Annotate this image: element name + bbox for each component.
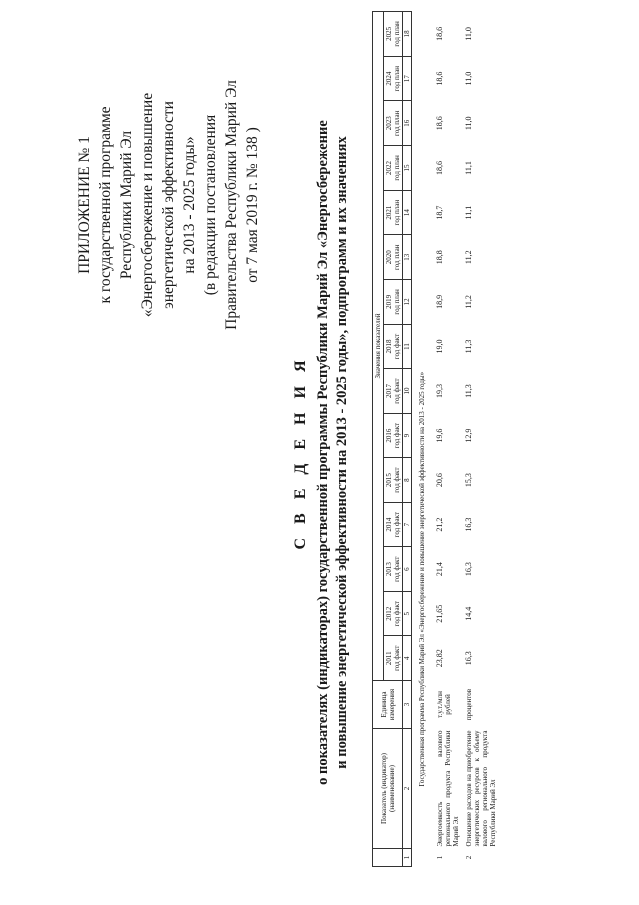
header-indicator: Показатель (индикатор) (наименование) [373,729,403,849]
value-cell: 14,4 [464,606,473,621]
year-kind: год план [393,199,401,226]
column-number: 14 [403,190,412,235]
appendix-line: (в редакции постановления [202,114,219,296]
row-number: 1 [436,855,444,860]
column-number: 16 [403,101,412,146]
value-cell: 21,65 [435,604,444,623]
year-kind: год план [393,21,401,47]
year-header-cell [384,413,403,458]
column-number: 5 [403,591,412,636]
indicator-unit: т.у.т./млн рублей [436,691,452,718]
value-cell: 20,6 [435,473,444,488]
year-header-cell [384,324,403,369]
value-cell: 11,2 [464,250,473,265]
header-unit: Единица измерения [373,681,403,729]
row-number: 2 [465,855,473,860]
year-kind: год факт [393,378,401,404]
year-header-cell [384,547,403,592]
column-number: 7 [403,502,412,547]
year-label: 2011 [385,651,393,666]
indicators-table [372,11,498,867]
year-label: 2025 [385,26,393,41]
year-header-cell [384,636,403,681]
table-row [432,12,461,867]
year-kind: год план [393,65,401,92]
year-kind: год факт [393,467,401,493]
column-number: 13 [403,235,412,280]
year-kind: год факт [393,601,401,627]
year-label: 2018 [385,339,393,354]
year-label: 2020 [385,250,393,265]
year-kind: год факт [393,333,401,360]
appendix-line: «Энергосбережение и повышение [139,92,156,318]
value-cell: 19,0 [435,339,444,354]
year-label: 2021 [385,205,393,220]
column-number: 10 [403,369,412,414]
year-label: 2012 [385,606,393,621]
column-number-row [403,12,412,867]
year-kind: год факт [393,422,401,449]
value-cell: 15,3 [464,473,473,488]
value-cell: 16,3 [464,517,473,532]
value-cell: 11,1 [464,205,473,220]
value-cell: 11,0 [464,71,473,86]
document-subtitle [314,0,352,905]
value-cell: 16,3 [464,562,473,577]
value-cell: 11,0 [464,27,473,41]
year-header-cell [384,56,403,101]
year-label: 2015 [385,473,393,488]
value-cell: 19,6 [435,428,444,443]
appendix-line: энергетической эффективности [160,101,177,309]
value-cell: 18,6 [435,116,444,131]
year-kind: год план [393,289,401,315]
value-cell: 11,1 [464,161,473,175]
document-title: С В Е Д Е Н И Я [292,355,309,550]
year-header-cell [384,458,403,503]
year-label: 2022 [385,160,393,175]
value-cell: 11,0 [464,116,473,131]
year-label: 2019 [385,294,393,309]
value-cell: 11,3 [464,339,473,354]
year-label: 2014 [385,517,393,532]
column-number: 17 [403,56,412,101]
appendix-line: к государственной программе [97,106,114,304]
value-cell: 18,6 [435,26,444,41]
year-kind: год факт [393,511,401,538]
indicator-name: Энергоемкость валового регионального продукта Республики Марий Эл [436,730,460,847]
appendix-line: ПРИЛОЖЕНИЕ № 1 [76,136,93,274]
year-label: 2017 [385,384,393,399]
subtitle-line: о показателях (индикаторах) государственной программы Республики Марий Эл «Энергосбережение [315,120,331,785]
header-values-group: Значения показателей [373,12,384,681]
value-cell: 21,4 [435,562,444,577]
value-cell: 12,9 [464,428,473,443]
value-cell: 23,82 [435,649,444,668]
value-cell: 11,3 [464,384,473,398]
year-kind: год план [393,244,401,270]
year-header-cell [384,190,403,235]
year-kind: год план [393,110,401,136]
column-number: 15 [403,146,412,191]
year-header-cell [384,502,403,547]
table-row [461,12,498,867]
year-label: 2016 [385,428,393,443]
value-cell: 18,8 [435,250,444,265]
value-cell: 18,9 [435,294,444,309]
section-title: Государственная программа Республики Марий Эл «Энергосбережение и повышение энергетической эффективности на 2013 - 2025 годы» [418,371,426,787]
value-cell: 18,6 [435,71,444,86]
year-header-cell [384,369,403,414]
year-header-cell [384,146,403,191]
column-number: 1 [403,849,412,867]
value-cell: 11,2 [464,295,473,309]
value-cell: 19,3 [435,384,444,399]
year-header-cell [384,101,403,146]
value-cell: 16,3 [464,651,473,666]
year-label: 2024 [385,71,393,86]
year-header-cell [384,12,403,57]
header-num [373,849,403,867]
appendix-line: на 2013 - 2025 годы» [181,136,198,274]
year-label: 2023 [385,116,393,131]
appendix-line: Республики Марий Эл [118,130,135,280]
column-number: 11 [403,324,412,369]
column-number: 9 [403,413,412,458]
year-header-cell [384,591,403,636]
year-header-cell [384,280,403,325]
indicator-unit: процентов [465,688,473,721]
column-number: 4 [403,636,412,681]
column-number: 3 [403,681,412,729]
column-number: 8 [403,458,412,503]
column-number: 18 [403,12,412,57]
value-cell: 18,7 [435,205,444,220]
year-header-cell [384,235,403,280]
year-kind: год факт [393,556,401,582]
column-number: 12 [403,280,412,325]
column-number: 2 [403,729,412,849]
year-kind: год факт [393,645,401,671]
value-cell: 21,2 [435,517,444,532]
indicator-name: Отношение расходов на приобретение энергетических ресурсов к объему валового регионального продукта Республики Марий Эл [465,730,497,847]
value-cell: 18,6 [435,160,444,175]
appendix-line: от 7 мая 2019 г. № 138 ) [244,127,261,283]
appendix-line: Правительства Республики Марий Эл [223,80,240,330]
year-kind: год план [393,155,401,181]
appendix-block [74,45,263,365]
subtitle-line: и повышение энергетической эффективности на 2013 - 2025 годы», подпрограмм и их значениях [334,136,350,769]
year-label: 2013 [385,562,393,577]
column-number: 6 [403,547,412,592]
